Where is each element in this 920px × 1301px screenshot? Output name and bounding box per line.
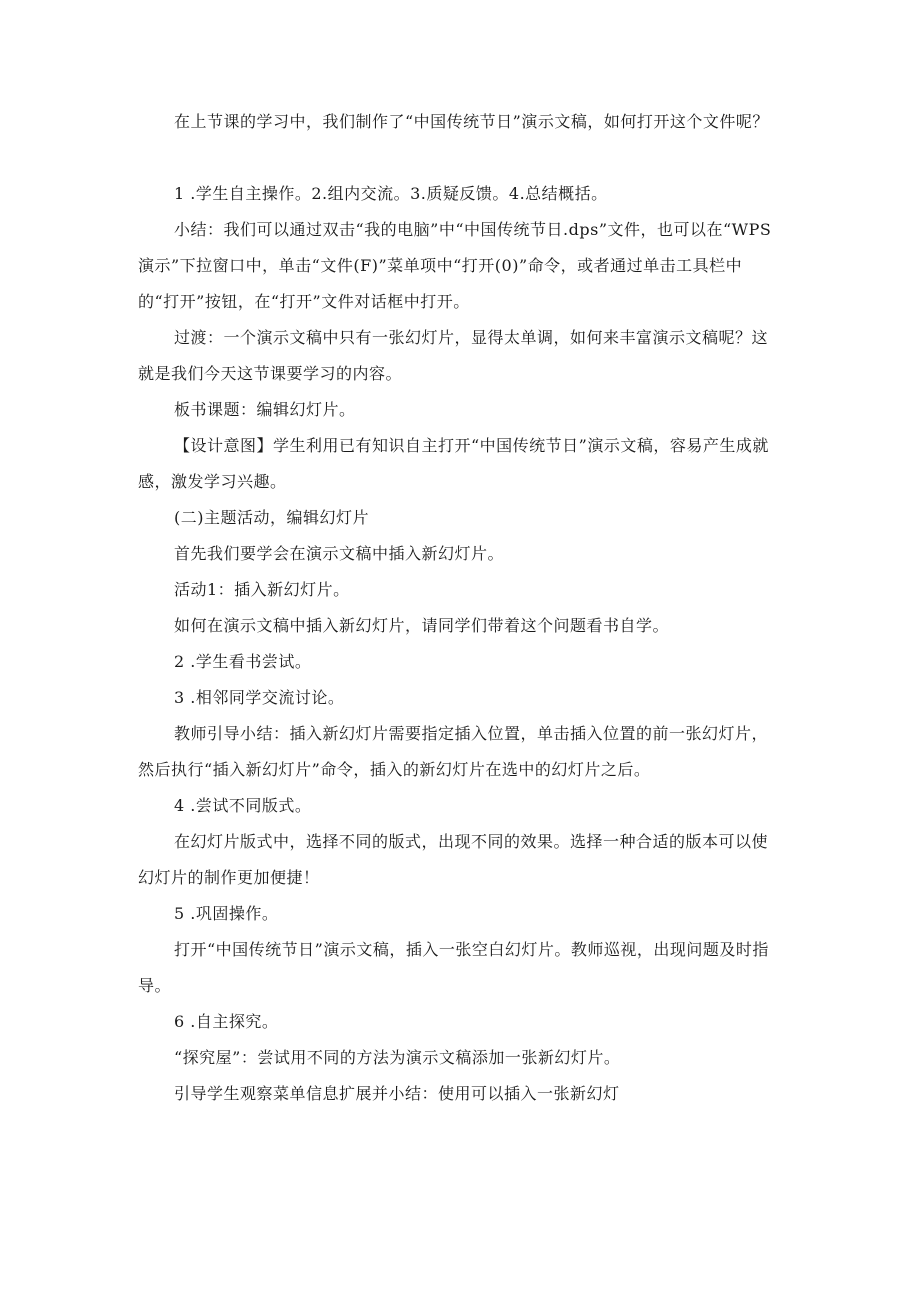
paragraph-6: 【设计意图】学生利用已有知识自主打开“中国传统节日”演示文稿，容易产生成就感，激发学习兴趣。 xyxy=(138,436,769,491)
paragraph-3: 小结：我们可以通过双击“我的电脑”中“中国传统节日.dps”文件，也可以在“WPS演示”下拉窗口中，单击“文件(F)”菜单项中“打开(0)”命令，或者通过单击工具栏中的“打开”按钮，在“打开”文件对话框中打开。 xyxy=(138,220,772,311)
paragraph-10: 如何在演示文稿中插入新幻灯片，请同学们带着这个问题看书自学。 xyxy=(174,616,670,635)
paragraph-14: 4 .尝试不同版式。 xyxy=(174,796,312,815)
paragraph-9: 活动1：插入新幻灯片。 xyxy=(174,580,350,599)
paragraph-8: 首先我们要学会在演示文稿中插入新幻灯片。 xyxy=(174,544,505,563)
paragraph-5: 板书课题：编辑幻灯片。 xyxy=(174,400,356,419)
paragraph-4: 过渡：一个演示文稿中只有一张幻灯片，显得太单调，如何来丰富演示文稿呢？这就是我们今天这节课要学习的内容。 xyxy=(138,328,769,383)
paragraph-19: “探究屋”：尝试用不同的方法为演示文稿添加一张新幻灯片。 xyxy=(174,1048,621,1067)
section-heading: (二)主题活动，编辑幻灯片 xyxy=(174,508,369,527)
paragraph-15: 在幻灯片版式中，选择不同的版式，出现不同的效果。选择一种合适的版本可以使幻灯片的制作更加便捷！ xyxy=(138,832,769,887)
paragraph-17: 打开“中国传统节日”演示文稿，插入一张空白幻灯片。教师巡视，出现问题及时指导。 xyxy=(138,940,769,995)
paragraph-16: 5 .巩固操作。 xyxy=(174,904,279,923)
paragraph-12: 3 .相邻同学交流讨论。 xyxy=(174,688,345,707)
paragraph-18: 6 .自主探究。 xyxy=(174,1012,279,1031)
paragraph-2: 1 .学生自主操作。2.组内交流。3.质疑反馈。4.总结概括。 xyxy=(174,184,608,203)
paragraph-11: 2 .学生看书尝试。 xyxy=(174,652,312,671)
paragraph-20: 引导学生观察菜单信息扩展并小结：使用可以插入一张新幻灯 xyxy=(174,1084,620,1103)
paragraph-13: 教师引导小结：插入新幻灯片需要指定插入位置，单击插入位置的前一张幻灯片，然后执行“插入新幻灯片”命令，插入的新幻灯片在选中的幻灯片之后。 xyxy=(138,724,769,779)
paragraph-1: 在上节课的学习中，我们制作了“中国传统节日”演示文稿，如何打开这个文件呢？ xyxy=(174,112,769,131)
